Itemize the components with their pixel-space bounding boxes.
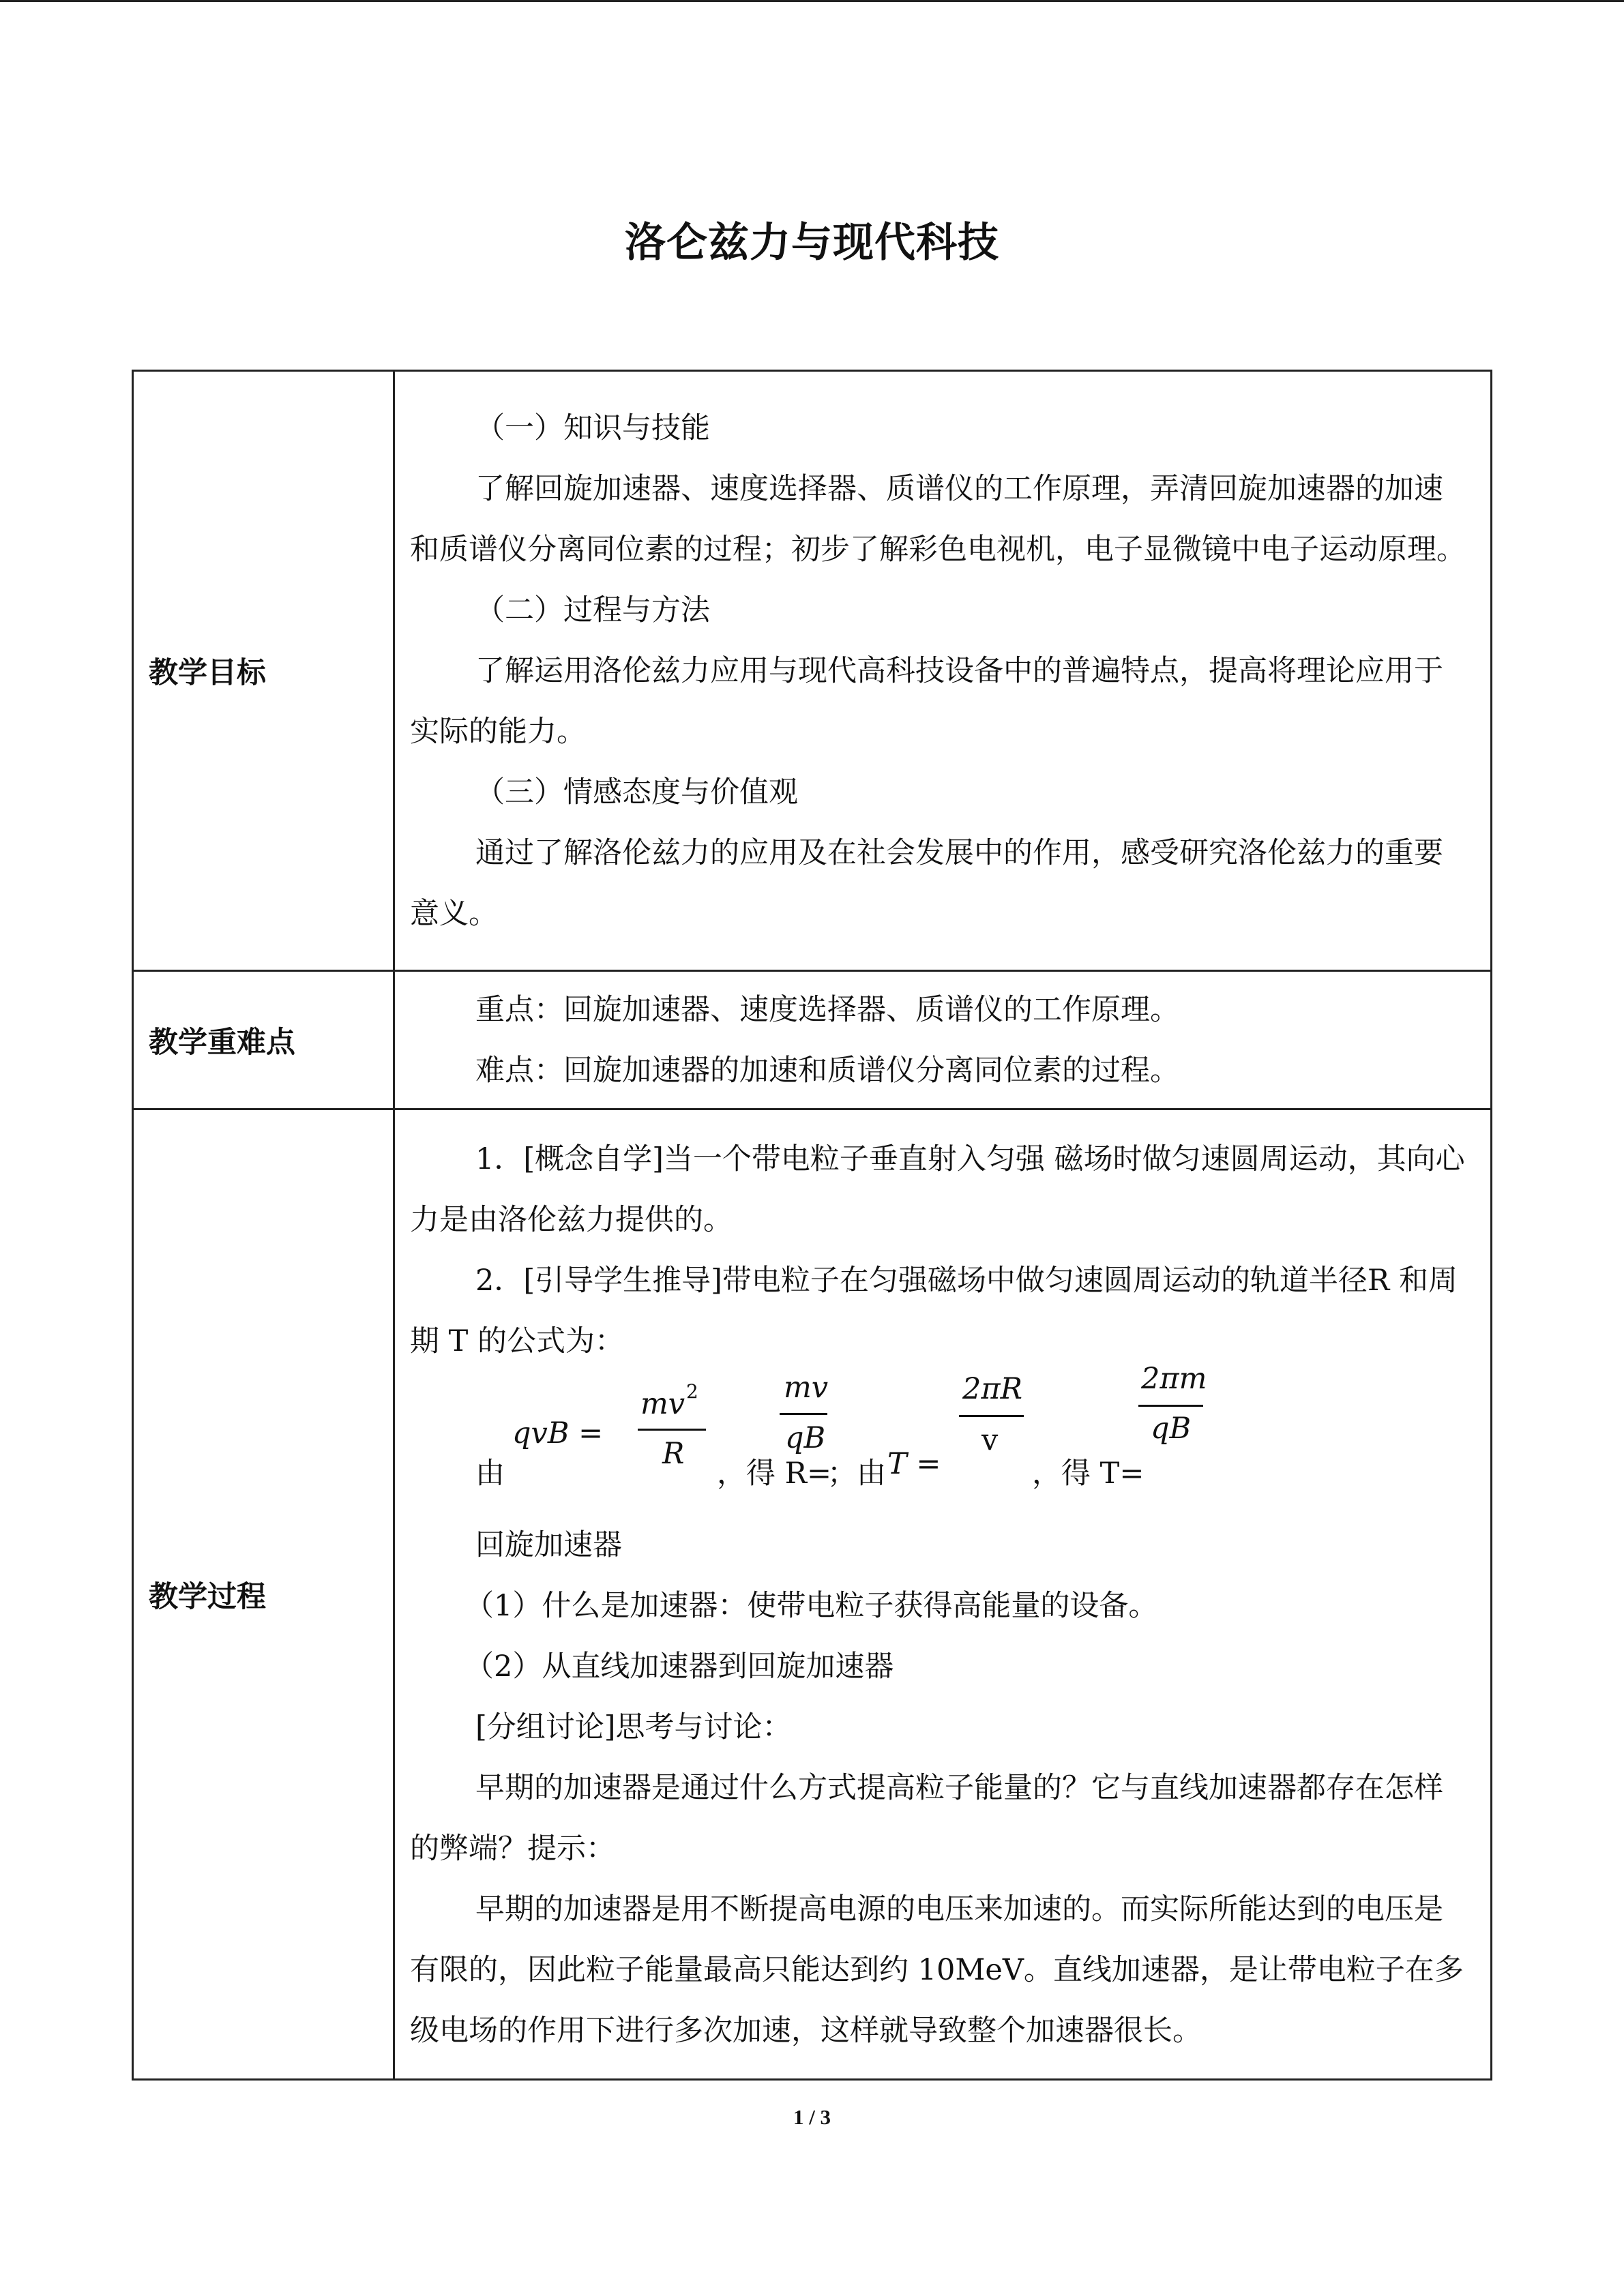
process-label: 教学过程 <box>149 1579 266 1614</box>
process-item-1: 1．[概念自学]当一个带电粒子垂直射入匀强 磁场时做匀速圆周运动，其向心力是由洛伦兹力提供的。 <box>410 1142 1465 1237</box>
formula-f1-den: R <box>662 1436 685 1471</box>
goals-heading-2: （二）过程与方法 <box>475 593 710 627</box>
formula-f3-line <box>959 1415 1024 1417</box>
formula-sep: ；由 <box>827 1456 886 1491</box>
table-row-keypoints <box>133 971 1492 1109</box>
formula-f2-den: qB <box>785 1420 826 1455</box>
page-title: 洛仑兹力与现代科技 <box>625 219 999 267</box>
table-row-process <box>133 1109 1492 2080</box>
process-content-cell <box>394 1109 1492 2080</box>
formula-f1-num: mv <box>640 1386 685 1421</box>
formula-lhs-2: T = <box>887 1446 941 1481</box>
keypoint-focus: 重点：回旋加速器、速度选择器、质谱仪的工作原理。 <box>475 993 1179 1027</box>
table-row-goals <box>133 371 1492 971</box>
keypoints-label: 教学重难点 <box>149 1025 295 1060</box>
process-discussion: [分组讨论]思考与讨论： <box>475 1710 792 1744</box>
process-item-2: 2．[引导学生推导]带电粒子在匀强磁场中做匀速圆周运动的轨道半径R 和周期 T 的公式为： <box>410 1263 1458 1358</box>
formula-f3-den: v <box>981 1422 999 1457</box>
goals-label-cell <box>133 371 394 971</box>
process-label-cell <box>133 1109 394 2080</box>
formula-f3-num: 2πR <box>962 1371 1022 1406</box>
formula-de-2: ，得 T= <box>1032 1456 1145 1491</box>
process-cyclotron-heading: 回旋加速器 <box>475 1527 622 1562</box>
keypoints-label-cell <box>133 971 394 1109</box>
formula-f4-line <box>1138 1405 1203 1407</box>
process-answer: 早期的加速器是用不断提高电源的电压来加速的。而实际所能达到的电压是有限的，因此粒子能量最高只能达到约 10MeV。直线加速器，是让带电粒子在多级电场的作用下进行多次加速，这样就导致整个加速器很长。 <box>410 1892 1464 2048</box>
process-question: 早期的加速器是通过什么方式提高粒子能量的？它与直线加速器都存在怎样的弊端？提示： <box>410 1770 1443 1866</box>
top-border-line <box>0 0 1624 2</box>
formula-f4-num: 2πm <box>1141 1361 1207 1396</box>
formula-lhs: qvB = <box>512 1416 604 1450</box>
keypoints-content-cell <box>394 971 1492 1109</box>
keypoint-difficulty: 难点：回旋加速器的加速和质谱仪分离同位素的过程。 <box>475 1054 1179 1088</box>
formula-f2-num: mv <box>784 1370 829 1405</box>
goals-heading-3: （三）情感态度与价值观 <box>475 775 798 809</box>
goals-content-cell <box>394 371 1492 971</box>
formula-you-1: 由 <box>475 1456 505 1491</box>
goals-text-2: 了解运用洛伦兹力应用与现代高科技设备中的普遍特点，提高将理论应用于实际的能力。 <box>410 654 1443 749</box>
formula-f1-sup: 2 <box>686 1380 698 1403</box>
formula-de-1: ，得 R= <box>717 1456 832 1491</box>
goals-text-1: 了解回旋加速器、速度选择器、质谱仪的工作原理，弄清回旋加速器的加速和质谱仪分离同位素的过程；初步了解彩色电视机，电子显微镜中电子运动原理。 <box>410 472 1466 567</box>
formula-f2-line <box>780 1413 827 1415</box>
goals-label: 教学目标 <box>149 656 266 690</box>
formula-block <box>410 1361 1471 1515</box>
goals-heading-1: （一）知识与技能 <box>475 411 710 445</box>
process-sub-1: （1）什么是加速器：使带电粒子获得高能量的设备。 <box>464 1588 1158 1623</box>
lesson-plan-table <box>132 370 1492 2081</box>
goals-text-3: 通过了解洛伦兹力的应用及在社会发展中的作用，感受研究洛伦兹力的重要意义。 <box>410 836 1443 931</box>
process-sub-2: （2）从直线加速器到回旋加速器 <box>464 1649 894 1684</box>
formula-f1-line <box>638 1429 706 1431</box>
page-number: 1 / 3 <box>793 2105 831 2129</box>
formula-f4-den: qB <box>1151 1411 1192 1446</box>
